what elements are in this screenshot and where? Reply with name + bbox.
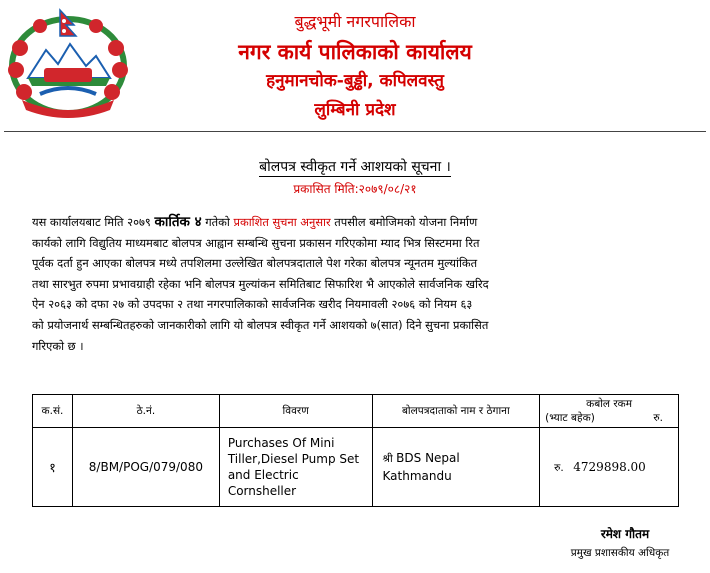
body-line-6: को प्रयोजनार्थ सम्बन्धितहरुको जानकारीको लागि यो बोलपत्र स्वीकृत गर्ने आशयको ७(सात) दिने सुचना प्रकासित	[32, 317, 489, 332]
header-amount	[540, 395, 679, 428]
row-bidder-name: BDS Nepal	[396, 450, 460, 465]
row-contract-no: 8/BM/POG/079/080	[72, 428, 219, 507]
body-line-3: पूर्वक दर्ता हुन आएका बोलपत्र मध्ये तपशिलमा उल्लेखित बोलपत्रदाताले पेश गरेका बोलपत्र न्यूनतम मुल्यांकित	[32, 256, 478, 271]
header-amount-line2	[541, 411, 677, 425]
body-line-1-a: यस कार्यालयबाट मिति २०७९	[32, 215, 155, 229]
row-sn: १	[33, 428, 73, 507]
map-and-hands-icon	[40, 68, 96, 94]
notice-body	[32, 212, 678, 356]
bid-table	[32, 394, 679, 507]
header-description: विवरण	[219, 395, 372, 428]
row-amount	[540, 428, 679, 507]
body-line-1-month: कार्तिक ४	[154, 214, 202, 230]
header-amount-vat: (भ्याट बहेक)	[545, 412, 595, 424]
header-bidder: बोलपत्रदाताको नाम र ठेगाना	[372, 395, 540, 428]
office-address: हनुमानचोक-बुड्ढी, कपिलवस्तु	[266, 71, 444, 91]
signatory-name: रमेश गौतम	[600, 527, 650, 541]
publish-date: प्रकासित मिति:२०७९/०८/२१	[293, 182, 417, 196]
notice-title-text: बोलपत्र स्वीकृत गर्ने आशयको सूचना ।	[259, 159, 451, 175]
table-header-row	[33, 395, 679, 428]
notice-title	[150, 157, 560, 176]
body-line-5: ऐन २०६३ को दफा २७ को उपदफा २ तथा नगरपालिकाको सार्वजनिक खरीद नियमावली २०७६ को नियम ६३	[32, 297, 473, 312]
header-sn: क.सं.	[33, 395, 73, 428]
body-line-2: कार्यको लागि विद्युतिय माध्यमबाट बोलपत्र आह्वान सम्बन्धि सुचना प्रकासन गरिएकोमा म्याद भित्र सिस्टममा रित	[32, 235, 480, 250]
row-bidder-line1	[383, 450, 539, 468]
row-description: Purchases Of Mini Tiller,Diesel Pump Set and Electric Cornsheller	[219, 428, 372, 507]
row-bidder-prefix: श्री	[382, 452, 393, 465]
row-amount-prefix: रु.	[554, 461, 564, 474]
row-amount-value: 4729898.00	[573, 459, 646, 474]
province-name: लुम्बिनी प्रदेश	[314, 100, 396, 120]
body-line-7: गरिएको छ ।	[32, 338, 84, 353]
body-line-1-e: तपसील बमोजिमको योजना निर्माण	[330, 215, 478, 229]
row-bidder	[372, 428, 540, 507]
nepal-flag-icon	[60, 10, 76, 36]
municipality-emblem-logo	[6, 8, 130, 118]
municipality-name: बुद्धभूमी नगरपालिका	[294, 12, 416, 31]
header-amount-line1: कबोल रकम	[586, 398, 633, 410]
header-divider	[4, 131, 706, 132]
header-contract-no: ठे.नं.	[72, 395, 219, 428]
office-name: नगर कार्य पालिकाको कार्यालय	[238, 40, 472, 64]
body-line-4: तथा सारभुत रुपमा प्रभावग्राही रहेका भनि बोलपत्र मुल्यांकन समितिबाट सिफारिश भै आएकोले सार्वजनिक खरिद	[32, 276, 489, 291]
header-amount-unit: रु.	[653, 412, 663, 424]
body-line-1-c: गतेको	[201, 215, 234, 229]
signatory-designation: प्रमुख प्रशासकीय अधिकृत	[570, 547, 670, 559]
body-line-1	[32, 212, 678, 233]
table-row	[33, 428, 679, 507]
body-line-1-reference: प्रकाशित सुचना अनुसार	[233, 215, 331, 229]
row-bidder-city: Kathmandu	[382, 468, 452, 483]
